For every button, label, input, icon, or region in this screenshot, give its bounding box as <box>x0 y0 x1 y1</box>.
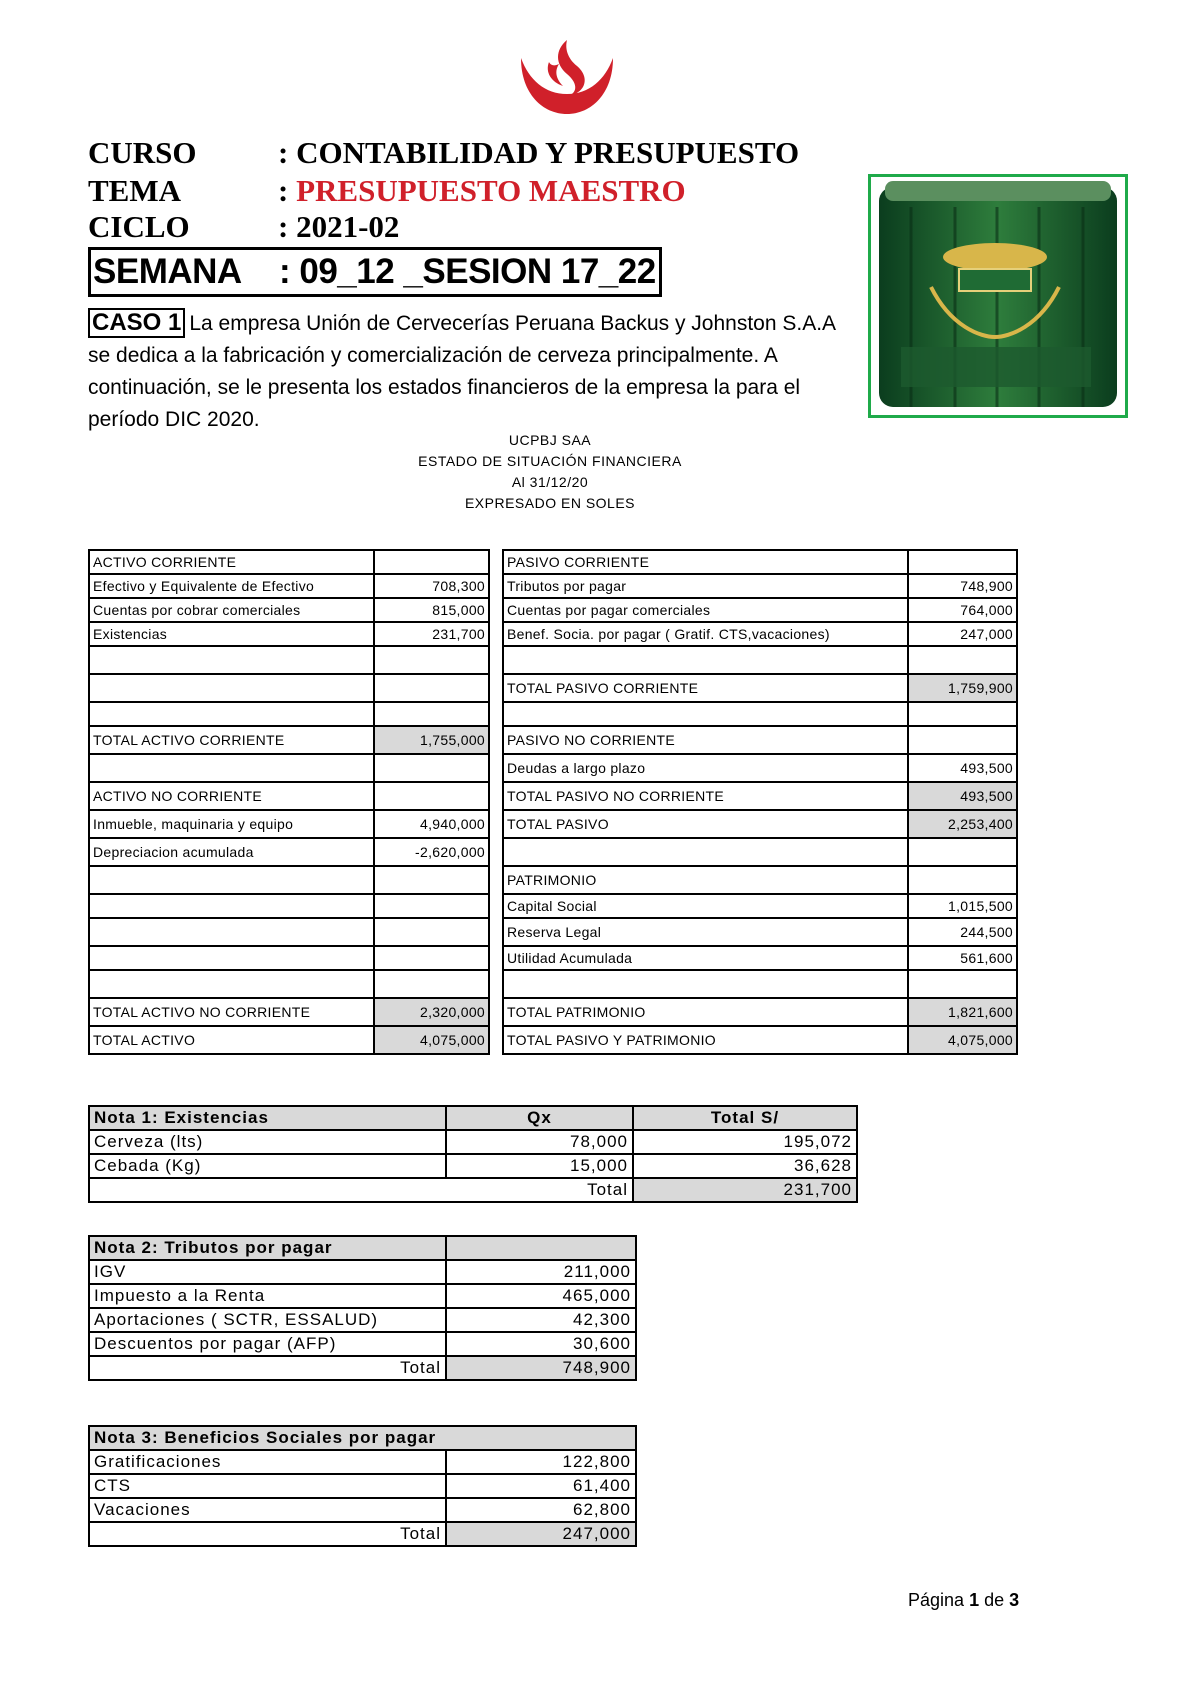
liability-total-value: 1,821,600 <box>908 998 1017 1026</box>
asset-value <box>374 754 489 782</box>
asset-label <box>89 754 374 782</box>
curso-label: CURSO <box>88 135 197 170</box>
table-row <box>89 1154 857 1178</box>
liability-total-value: 2,253,400 <box>908 810 1017 838</box>
page-prefix: Página <box>908 1590 965 1610</box>
liability-label: Cuentas por pagar comerciales <box>503 598 908 622</box>
table-row <box>503 622 1017 646</box>
caso-label: CASO 1 <box>88 308 185 338</box>
table-row <box>503 866 1017 894</box>
asset-total-value: 1,755,000 <box>374 726 489 754</box>
liability-value <box>908 838 1017 866</box>
nota1-qty: 15,000 <box>446 1154 633 1178</box>
table-row <box>89 598 489 622</box>
nota1-title: Nota 1: Existencias <box>89 1106 446 1130</box>
asset-value <box>374 918 489 946</box>
liability-total-label: TOTAL PASIVO NO CORRIENTE <box>503 782 908 810</box>
asset-value <box>374 674 489 702</box>
liability-value <box>908 550 1017 574</box>
liability-label <box>503 702 908 726</box>
asset-label <box>89 894 374 918</box>
nota1-total: 36,628 <box>633 1154 857 1178</box>
table-row <box>503 970 1017 998</box>
nota3-value: 122,800 <box>446 1450 636 1474</box>
nota3-value: 62,800 <box>446 1498 636 1522</box>
table-row <box>89 782 489 810</box>
nota1-label: Cerveza (lts) <box>89 1130 446 1154</box>
curso-row <box>88 136 799 170</box>
asset-value: 231,700 <box>374 622 489 646</box>
table-row <box>503 574 1017 598</box>
table-row <box>89 1260 636 1284</box>
asset-value <box>374 946 489 970</box>
liability-label: PASIVO NO CORRIENTE <box>503 726 908 754</box>
asset-value <box>374 550 489 574</box>
nota1-total-value: 231,700 <box>633 1178 857 1202</box>
asset-label: Inmueble, maquinaria y equipo <box>89 810 374 838</box>
tema-colon: : <box>278 173 297 208</box>
table-row <box>503 702 1017 726</box>
beer-pack-image <box>871 177 1125 415</box>
liability-value: 764,000 <box>908 598 1017 622</box>
semana-label: SEMANA <box>93 252 242 291</box>
table-row <box>89 946 489 970</box>
asset-total-label: TOTAL ACTIVO <box>89 1026 374 1054</box>
tema-value: PRESUPUESTO MAESTRO <box>296 173 686 208</box>
asset-label <box>89 866 374 894</box>
semana-box <box>88 247 662 297</box>
table-row <box>89 674 489 702</box>
asset-total-label: TOTAL ACTIVO CORRIENTE <box>89 726 374 754</box>
case-intro <box>88 308 848 436</box>
product-photo <box>868 174 1128 418</box>
nota1-col-qty: Qx <box>446 1106 633 1130</box>
nota3-label: Gratificaciones <box>89 1450 446 1474</box>
liability-total-value: 4,075,000 <box>908 1026 1017 1054</box>
curso-value: : CONTABILIDAD Y PRESUPUESTO <box>278 135 800 170</box>
nota2-total-label: Total <box>89 1356 446 1380</box>
university-logo <box>515 36 619 116</box>
table-row <box>89 1308 636 1332</box>
nota1-table <box>88 1105 858 1203</box>
table-row <box>503 726 1017 754</box>
caso-text: La empresa Unión de Cervecerías Peruana Backus y Johnston S.A.A se dedica a la fabricación y comercialización de cerveza principalmente. A continuación, se le presenta los estados financieros de la empresa la para el período DIC 2020. <box>88 312 835 431</box>
liability-value <box>908 866 1017 894</box>
nota2-value: 30,600 <box>446 1332 636 1356</box>
liability-value <box>908 702 1017 726</box>
asset-label: ACTIVO CORRIENTE <box>89 550 374 574</box>
asset-total-label: TOTAL ACTIVO NO CORRIENTE <box>89 998 374 1026</box>
liability-label <box>503 838 908 866</box>
table-row <box>89 1284 636 1308</box>
ciclo-row <box>88 210 399 244</box>
liabilities-table <box>502 549 1018 1055</box>
table-row <box>89 894 489 918</box>
statement-title: ESTADO DE SITUACIÓN FINANCIERA <box>418 453 682 469</box>
asset-label <box>89 946 374 970</box>
asset-total-value: 4,075,000 <box>374 1026 489 1054</box>
table-row <box>503 646 1017 674</box>
table-row <box>89 838 489 866</box>
nota3-label: Vacaciones <box>89 1498 446 1522</box>
liability-value <box>908 726 1017 754</box>
statement-currency: EXPRESADO EN SOLES <box>464 495 636 511</box>
table-row <box>89 646 489 674</box>
asset-label: Cuentas por cobrar comerciales <box>89 598 374 622</box>
page-number <box>908 1590 1019 1611</box>
liability-value <box>908 970 1017 998</box>
liability-label: PASIVO CORRIENTE <box>503 550 908 574</box>
asset-value: 4,940,000 <box>374 810 489 838</box>
table-row <box>89 1106 857 1130</box>
page-total: 3 <box>1009 1590 1020 1610</box>
semana-value: : 09_12 _SESION 17_22 <box>279 252 656 291</box>
liability-label: Benef. Socia. por pagar ( Gratif. CTS,vacaciones) <box>503 622 908 646</box>
table-row <box>89 1026 489 1054</box>
tema-row <box>88 174 686 208</box>
table-row <box>503 674 1017 702</box>
nota1-qty: 78,000 <box>446 1130 633 1154</box>
liability-value: 493,500 <box>908 754 1017 782</box>
asset-label <box>89 646 374 674</box>
table-row <box>503 782 1017 810</box>
asset-label: ACTIVO NO CORRIENTE <box>89 782 374 810</box>
nota1-total-label: Total <box>89 1178 633 1202</box>
liability-total-value: 1,759,900 <box>908 674 1017 702</box>
nota2-label: Descuentos por pagar (AFP) <box>89 1332 446 1356</box>
liability-total-label: TOTAL PATRIMONIO <box>503 998 908 1026</box>
ciclo-label: CICLO <box>88 209 190 244</box>
statement-date: Al 31/12/20 <box>511 474 589 490</box>
asset-label: Existencias <box>89 622 374 646</box>
table-row <box>503 838 1017 866</box>
page-sep: de <box>984 1590 1005 1610</box>
table-row <box>89 970 489 998</box>
nota1-total: 195,072 <box>633 1130 857 1154</box>
liability-total-label: TOTAL PASIVO <box>503 810 908 838</box>
liability-label: Utilidad Acumulada <box>503 946 908 970</box>
table-row <box>89 1426 636 1450</box>
table-row <box>503 1026 1017 1054</box>
nota1-col-total: Total S/ <box>633 1106 857 1130</box>
asset-label <box>89 918 374 946</box>
table-row <box>89 550 489 574</box>
nota3-table <box>88 1425 637 1547</box>
asset-value <box>374 866 489 894</box>
liability-label <box>503 970 908 998</box>
nota2-table <box>88 1235 637 1381</box>
table-row <box>89 1332 636 1356</box>
liability-label: Reserva Legal <box>503 918 908 946</box>
table-row <box>89 1178 857 1202</box>
table-row <box>503 998 1017 1026</box>
assets-table <box>88 549 490 1055</box>
page-current: 1 <box>969 1590 980 1610</box>
liability-label: Capital Social <box>503 894 908 918</box>
nota2-value: 465,000 <box>446 1284 636 1308</box>
table-row <box>89 702 489 726</box>
table-row <box>503 598 1017 622</box>
asset-label <box>89 702 374 726</box>
asset-value: -2,620,000 <box>374 838 489 866</box>
table-row <box>89 1130 857 1154</box>
table-row <box>503 894 1017 918</box>
table-row <box>89 1474 636 1498</box>
nota2-header-blank <box>446 1236 636 1260</box>
asset-value: 708,300 <box>374 574 489 598</box>
table-row <box>503 918 1017 946</box>
liability-value <box>908 646 1017 674</box>
table-row <box>89 810 489 838</box>
table-row <box>89 918 489 946</box>
liability-label: PATRIMONIO <box>503 866 908 894</box>
nota2-label: IGV <box>89 1260 446 1284</box>
liability-value: 247,000 <box>908 622 1017 646</box>
liability-value: 244,500 <box>908 918 1017 946</box>
table-row <box>89 998 489 1026</box>
asset-total-value: 2,320,000 <box>374 998 489 1026</box>
nota3-total-label: Total <box>89 1522 446 1546</box>
nota2-value: 211,000 <box>446 1260 636 1284</box>
nota3-total-value: 247,000 <box>446 1522 636 1546</box>
table-row <box>503 810 1017 838</box>
asset-value: 815,000 <box>374 598 489 622</box>
table-row <box>89 1450 636 1474</box>
liability-value: 1,015,500 <box>908 894 1017 918</box>
asset-value <box>374 894 489 918</box>
asset-label: Efectivo y Equivalente de Efectivo <box>89 574 374 598</box>
liability-label: Tributos por pagar <box>503 574 908 598</box>
ciclo-value: : 2021-02 <box>278 209 400 244</box>
tema-label: TEMA <box>88 173 181 208</box>
asset-value <box>374 646 489 674</box>
liability-value: 748,900 <box>908 574 1017 598</box>
liability-label <box>503 646 908 674</box>
nota2-title: Nota 2: Tributos por pagar <box>89 1236 446 1260</box>
table-row <box>89 1498 636 1522</box>
table-row <box>503 550 1017 574</box>
table-row <box>89 1522 636 1546</box>
asset-value <box>374 782 489 810</box>
nota2-value: 42,300 <box>446 1308 636 1332</box>
table-row <box>89 754 489 782</box>
liability-value: 561,600 <box>908 946 1017 970</box>
asset-label: Depreciacion acumulada <box>89 838 374 866</box>
asset-label <box>89 970 374 998</box>
nota2-label: Aportaciones ( SCTR, ESSALUD) <box>89 1308 446 1332</box>
table-row <box>89 574 489 598</box>
asset-value <box>374 702 489 726</box>
statement-company: UCPBJ SAA <box>508 432 592 448</box>
nota2-label: Impuesto a la Renta <box>89 1284 446 1308</box>
table-row <box>503 754 1017 782</box>
nota3-label: CTS <box>89 1474 446 1498</box>
nota1-label: Cebada (Kg) <box>89 1154 446 1178</box>
table-row <box>89 726 489 754</box>
liability-total-label: TOTAL PASIVO CORRIENTE <box>503 674 908 702</box>
table-row <box>89 866 489 894</box>
nota2-total-value: 748,900 <box>446 1356 636 1380</box>
liability-total-value: 493,500 <box>908 782 1017 810</box>
asset-value <box>374 970 489 998</box>
table-row <box>503 946 1017 970</box>
table-row <box>89 622 489 646</box>
nota3-value: 61,400 <box>446 1474 636 1498</box>
asset-label <box>89 674 374 702</box>
liability-label: Deudas a largo plazo <box>503 754 908 782</box>
nota3-title: Nota 3: Beneficios Sociales por pagar <box>89 1426 636 1450</box>
table-row <box>89 1356 636 1380</box>
liability-total-label: TOTAL PASIVO Y PATRIMONIO <box>503 1026 908 1054</box>
table-row <box>89 1236 636 1260</box>
